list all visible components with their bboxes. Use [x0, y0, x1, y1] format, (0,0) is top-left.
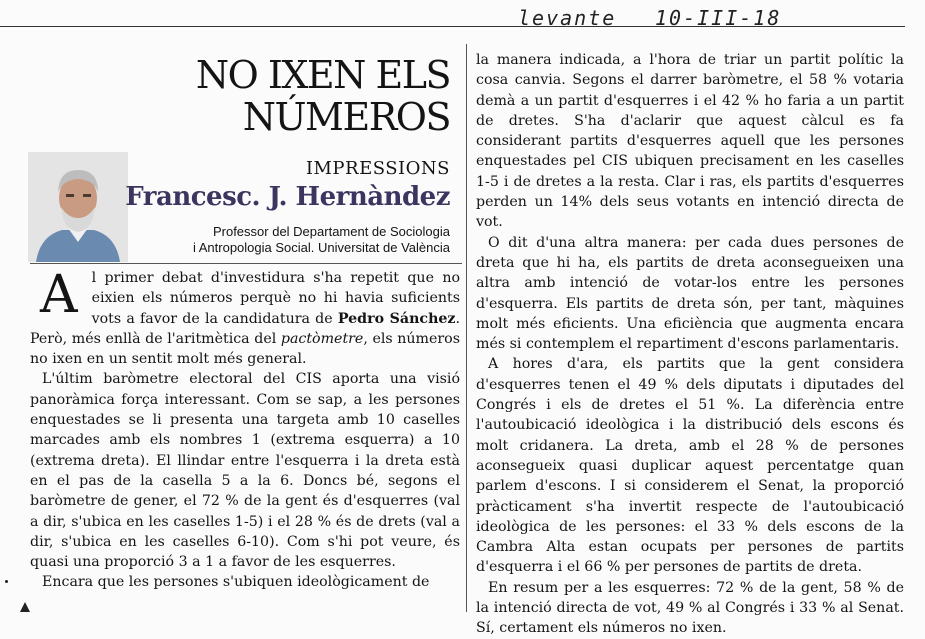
- paragraph-3: Encara que les persones s'ubiquen ideològicament de: [42, 574, 430, 591]
- author-photo: [28, 152, 128, 262]
- handwritten-source: levante: [518, 6, 617, 30]
- headline-line-2: NÚMEROS: [242, 95, 450, 139]
- drop-cap: A: [40, 265, 78, 325]
- scan-dot: [5, 580, 8, 583]
- author-affiliation-line-1: Professor del Departament de Sociologia: [212, 224, 450, 239]
- paragraph-6: A hores d'ara, els partits que la gent considera d'esquerres tenen el 49 % dels diputats i diputades del Congrés i els de dretes el 51 %. La diferència entre l'autoubicació ideològica i la distribució dels escons és molt cridanera. La dreta, amb el 28 % de persones aconsegueix quasi duplicar aquest percentatge quan parlem d'escons. I si considerem el Senat, la proporció pràcticament s'ha invertit respecte de l'autoubicació ideològica de les persones: el 33 % dels escons de la Cambra Alta estan ocupats per persones de partits d'esquerra i el 66 % per persones de partits de dreta.: [476, 356, 904, 576]
- paragraph-7: En resum per a les esquerres: 72 % de la gent, 58 % de la intenció directa de vot, 49 % al Congrés i 33 % al Senat. Sí, certament els números no ixen.: [476, 579, 904, 637]
- paragraph-4: la manera indicada, a l'hora de triar un partit polític la cosa canvia. Segons el darrer baròmetre, el 58 % votaria demà a un partit d'esquerres i el 42 % ho faria a un partit de dretes. S'ha d'aclarir que aquest càlcul es fa considerant partits d'esquerres aquell que les persones enquestades pel CIS ubiquen precisament en les caselles 1-5 i de dretes a la resta. Clar i ras, els partits d'esquerres perden un 14% dels seus votants en intenció directa de vot.: [476, 52, 904, 231]
- handwritten-date: 10-III-18: [655, 6, 782, 30]
- headline: [150, 54, 450, 138]
- paragraph-1: Al primer debat d'investidura s'ha repetit que no eixien els números perquè no hi havia suficients vots a favor de la candidatura de Pedro Sánchez. Però, més enllà de l'aritmètica del pactòmetre, els números no ixen en un sentit molt més general.: [30, 265, 460, 368]
- paragraph-2: L'últim baròmetre electoral del CIS aporta una visió panoràmica força interessant. Com se sap, a les persones enquestades se li presenta una targeta amb 10 caselles marcades amb els nombres 1 (extrema esquerra) a 10 (extrema dreta). El llindar entre l'esquerra i la dreta està en el pas de la casella 5 a la 6. Doncs bé, segons el baròmetre de gener, el 72 % de la gent és d'esquerres (val a dir, s'ubica en les caselles 1-5) i el 28 % és de drets (val a dir, s'ubica en les caselles 6-10). Com s'hi pot veure, és quasi una proporció 3 a 1 a favor de les esquerres.: [30, 371, 460, 571]
- paragraph-5: O dit d'una altra manera: per cada dues persones de dreta que hi ha, els partits de dreta aconsegueixen una altra amb intenció de votar-los entre les persones d'esquerra. Els partits de dreta són, per tant, màquines molt més eficients. Una eficiència que augmenta encara més si contemplem el repartiment d'escons parlamentaris.: [476, 234, 904, 353]
- article-column-1: [30, 265, 460, 593]
- term-pactometre: pactòmetre: [280, 330, 364, 347]
- author-name: Francesc. J. Hernàndez: [125, 182, 450, 212]
- candidate-name: Pedro Sánchez: [337, 310, 456, 327]
- author-affiliation-line-2: i Antropologia Social. Universitat de València: [192, 240, 450, 255]
- section-label: IMPRESSIONS: [305, 158, 450, 179]
- article-column-2: [476, 50, 904, 639]
- corner-mark-icon: [18, 600, 32, 614]
- byline-divider: [30, 263, 462, 264]
- top-rule: [0, 26, 905, 27]
- column-divider: [466, 44, 467, 612]
- headline-line-1: NO IXEN ELS: [195, 53, 450, 97]
